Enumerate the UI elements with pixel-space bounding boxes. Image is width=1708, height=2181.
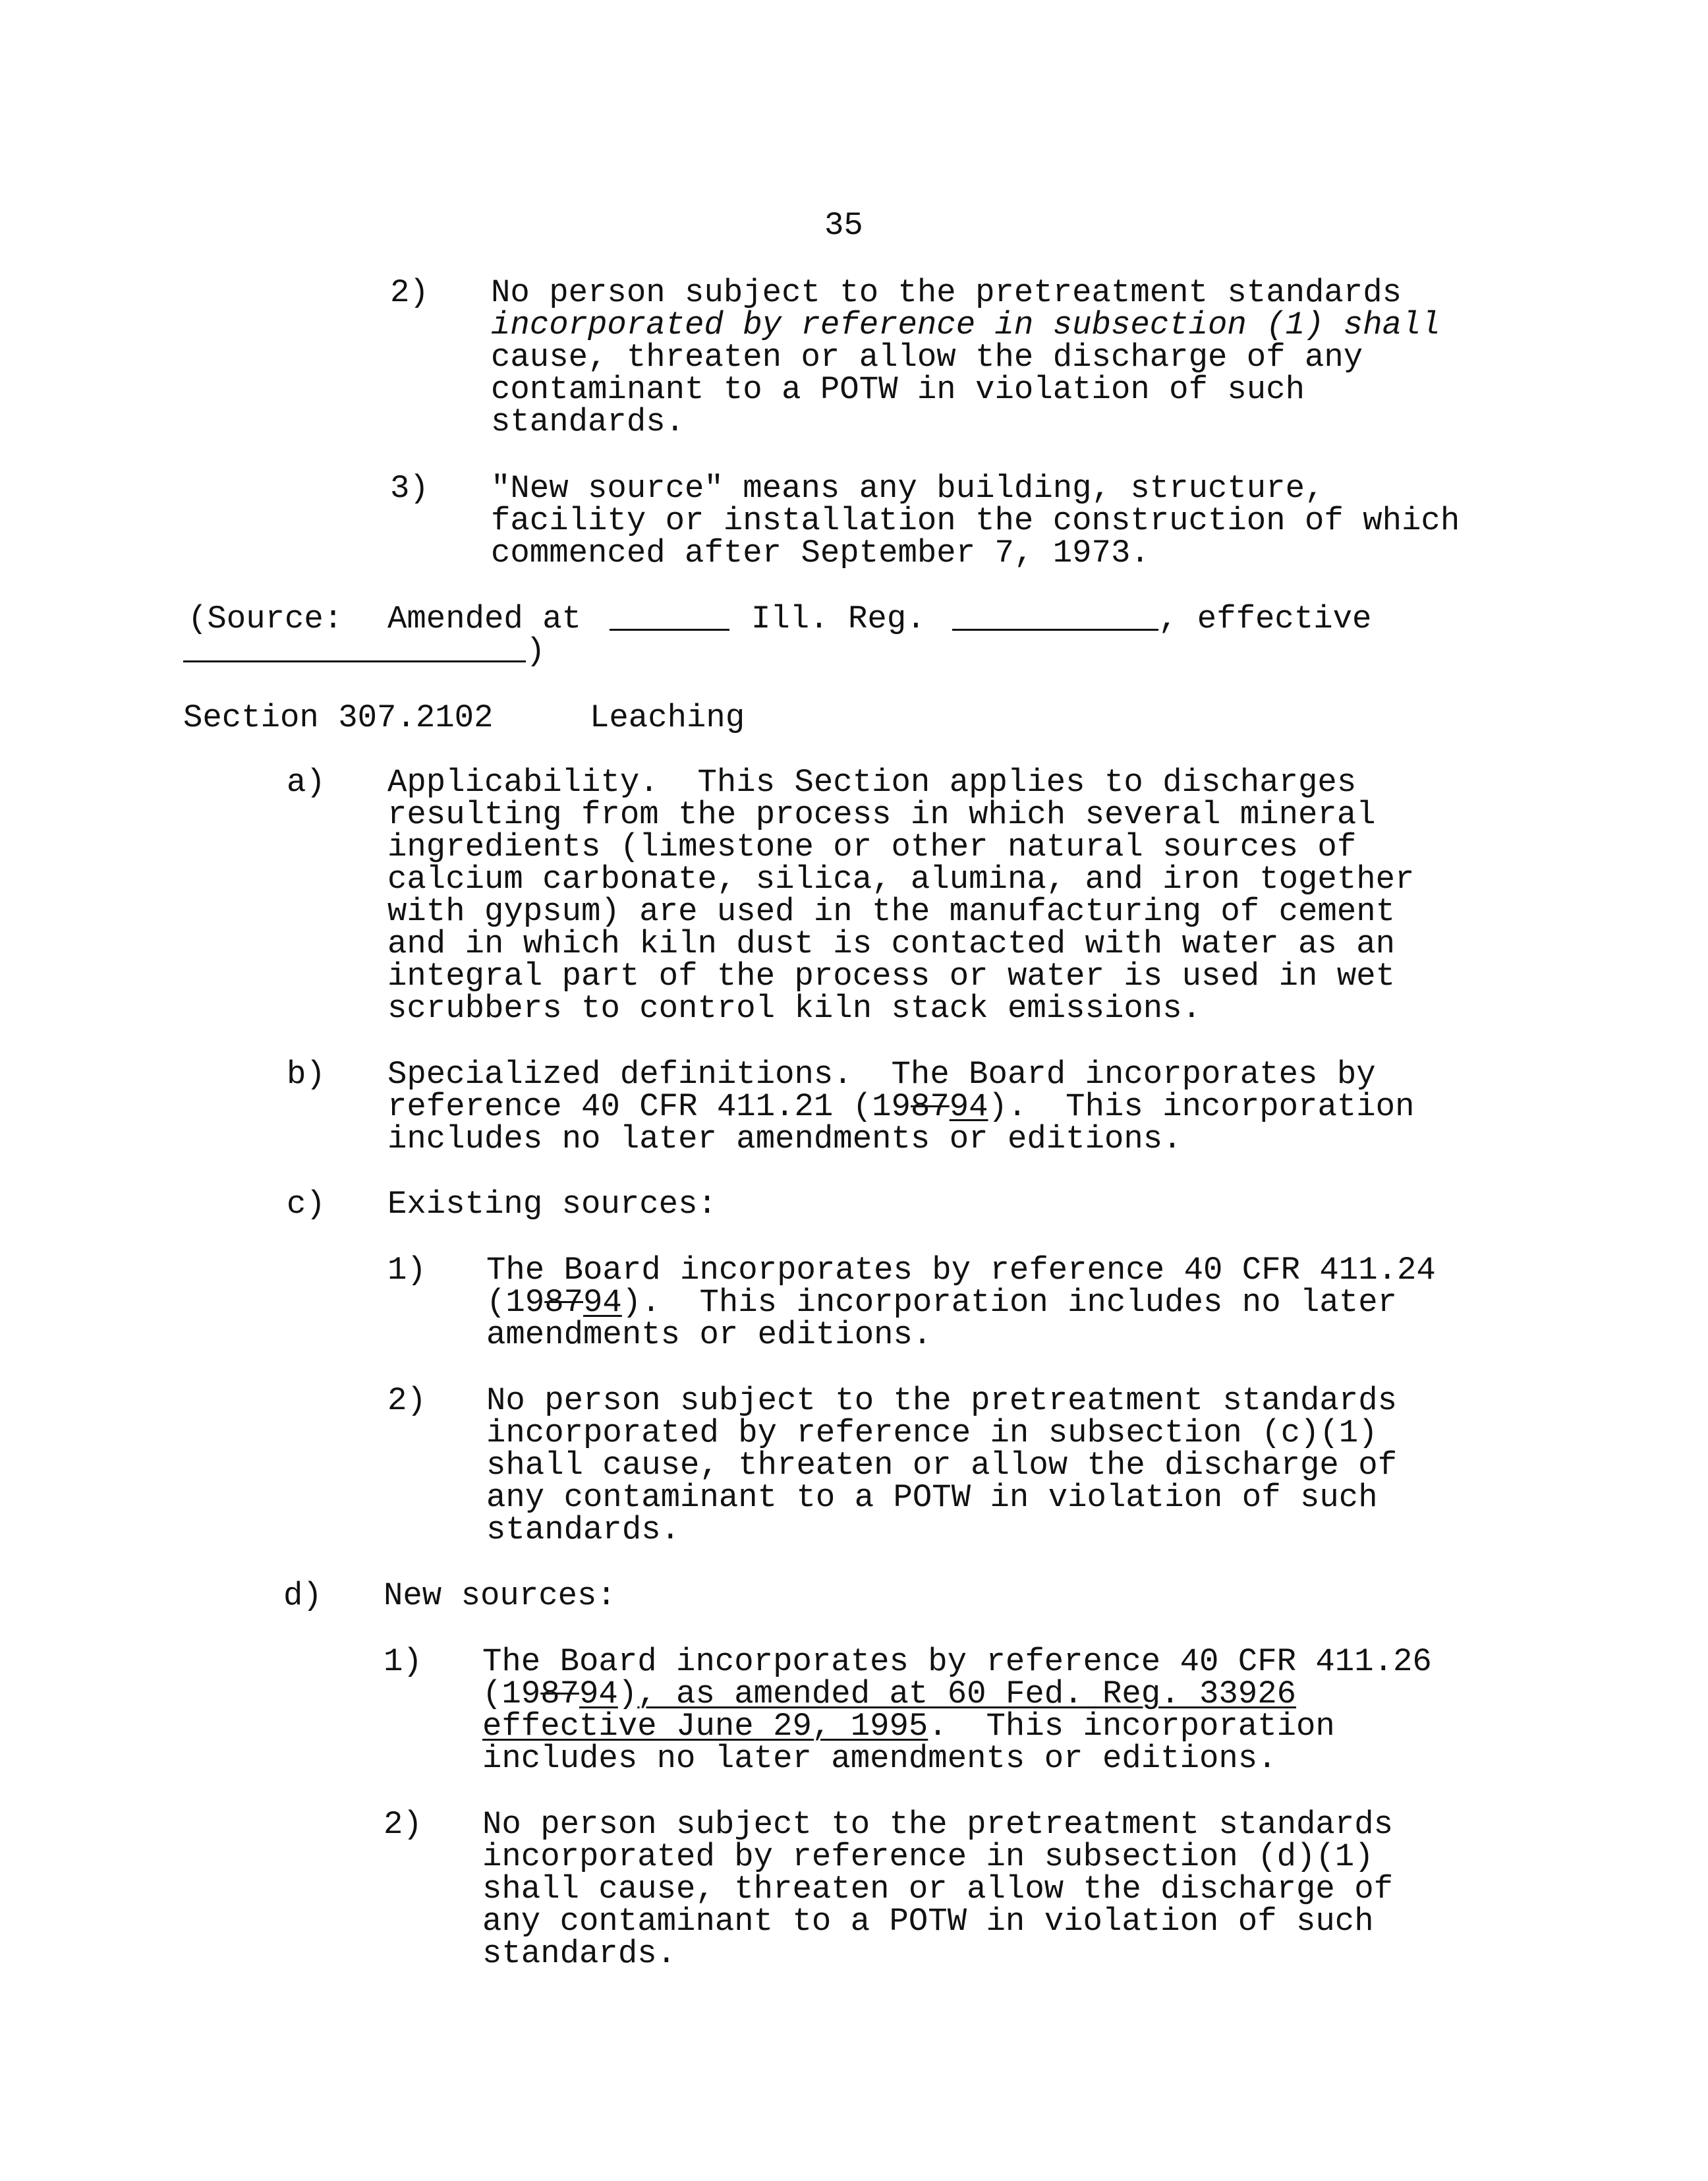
text-span: . This incorporation (928, 1708, 1335, 1745)
paragraph-line: includes no later amendments or editions. (387, 1120, 1182, 1157)
paragraph-line: any contaminant to a POTW in violation of such (482, 1903, 1374, 1940)
paragraph-line: ingredients (limestone or other natural sources of (387, 829, 1357, 865)
item-marker: 2) (384, 1806, 422, 1843)
paragraph-line: with gypsum) are used in the manufacturing of cement (387, 893, 1396, 930)
item-marker: b) (287, 1056, 326, 1093)
item-marker: d) (283, 1577, 322, 1614)
paragraph-line: contaminant to a POTW in violation of such (491, 371, 1305, 408)
item-marker: 2) (390, 274, 429, 311)
paragraph-line: shall cause, threaten or allow the discharge of (482, 1871, 1394, 1907)
text-span: ). This incorporation (988, 1088, 1415, 1125)
deleted-text: 87 (544, 1284, 584, 1321)
page-number: 35 (824, 207, 863, 244)
page-blank (952, 602, 1158, 631)
paragraph-line: standards. (486, 1511, 681, 1548)
paragraph-line (387, 1088, 1415, 1125)
source-amended: Amended at (387, 600, 582, 637)
paragraph-line: scrubbers to control kiln stack emissions. (387, 990, 1202, 1027)
inserted-text: 94 (579, 1675, 618, 1712)
paragraph-line (486, 1284, 1398, 1321)
paragraph-line (482, 1675, 1297, 1712)
item-marker: 2) (387, 1382, 426, 1419)
paragraph-line: Applicability. This Section applies to discharges (387, 764, 1357, 801)
paragraph-line: cause, threaten or allow the discharge of any (491, 339, 1363, 376)
paragraph-line: incorporated by reference in subsection (c)(1) (486, 1414, 1378, 1451)
paragraph-line: amendments or editions. (486, 1316, 932, 1353)
text-span: (19 (486, 1284, 545, 1321)
source-ill-reg: Ill. Reg. (751, 600, 926, 637)
paragraph-line: standards. (482, 1935, 677, 1972)
inserted-text: 94 (583, 1284, 622, 1321)
text-span: ). This incorporation includes no later (621, 1284, 1398, 1321)
subsection-heading: Existing sources: (387, 1186, 717, 1223)
item-marker: 1) (384, 1643, 422, 1680)
paragraph-line: The Board incorporates by reference 40 CFR 411.24 (486, 1252, 1436, 1289)
inserted-text: effective June 29, 1995 (482, 1708, 928, 1745)
item-marker: a) (287, 764, 326, 801)
paragraph-line: resulting from the process in which several mineral (387, 796, 1376, 833)
section-title: Leaching (590, 699, 745, 736)
paragraph-line: "New source" means any building, structure, (491, 470, 1324, 507)
paragraph-line: and in which kiln dust is contacted with water as an (387, 925, 1396, 962)
date-blank (183, 634, 526, 662)
paragraph-line: No person subject to the pretreatment standards (482, 1806, 1394, 1843)
item-marker: c) (287, 1186, 326, 1223)
paragraph-line: standards. (491, 403, 685, 440)
inserted-text: 94 (949, 1088, 988, 1125)
paragraph-line: incorporated by reference in subsection (d)(1) (482, 1838, 1374, 1875)
text-span: reference 40 CFR 411.21 (19 (387, 1088, 911, 1125)
item-marker: 3) (390, 470, 429, 507)
paragraph-line: No person subject to the pretreatment standards (491, 274, 1402, 311)
source-label: (Source: (188, 600, 343, 637)
paragraph-line: No person subject to the pretreatment standards (486, 1382, 1398, 1419)
text-span: (19 (482, 1675, 541, 1712)
text-span: ) (617, 1675, 638, 1712)
volume-blank (610, 602, 729, 631)
paragraph-line: any contaminant to a POTW in violation of such (486, 1479, 1378, 1516)
paragraph-line: The Board incorporates by reference 40 CFR 411.26 (482, 1643, 1432, 1680)
source-close: ) (526, 633, 546, 670)
paragraph-line: Specialized definitions. The Board incorporates by (387, 1056, 1376, 1093)
paragraph-line: incorporated by reference in subsection (1) shall (491, 306, 1440, 343)
deleted-text: 87 (910, 1088, 950, 1125)
deleted-text: 87 (540, 1675, 580, 1712)
paragraph-line: commenced after September 7, 1973. (491, 535, 1150, 571)
paragraph-line: calcium carbonate, silica, alumina, and iron together (387, 861, 1415, 898)
paragraph-line: integral part of the process or water is used in wet (387, 958, 1396, 995)
item-marker: 1) (387, 1252, 426, 1289)
paragraph-line: includes no later amendments or editions. (482, 1740, 1277, 1777)
source-effective: , effective (1158, 600, 1372, 637)
paragraph-line (482, 1710, 1335, 1743)
section-number: Section 307.2102 (183, 699, 494, 736)
paragraph-line: shall cause, threaten or allow the discharge of (486, 1447, 1398, 1484)
paragraph-line: facility or installation the construction of which (491, 502, 1460, 539)
subsection-heading: New sources: (384, 1577, 616, 1614)
inserted-text: , as amended at 60 Fed. Reg. 33926 (637, 1675, 1297, 1712)
